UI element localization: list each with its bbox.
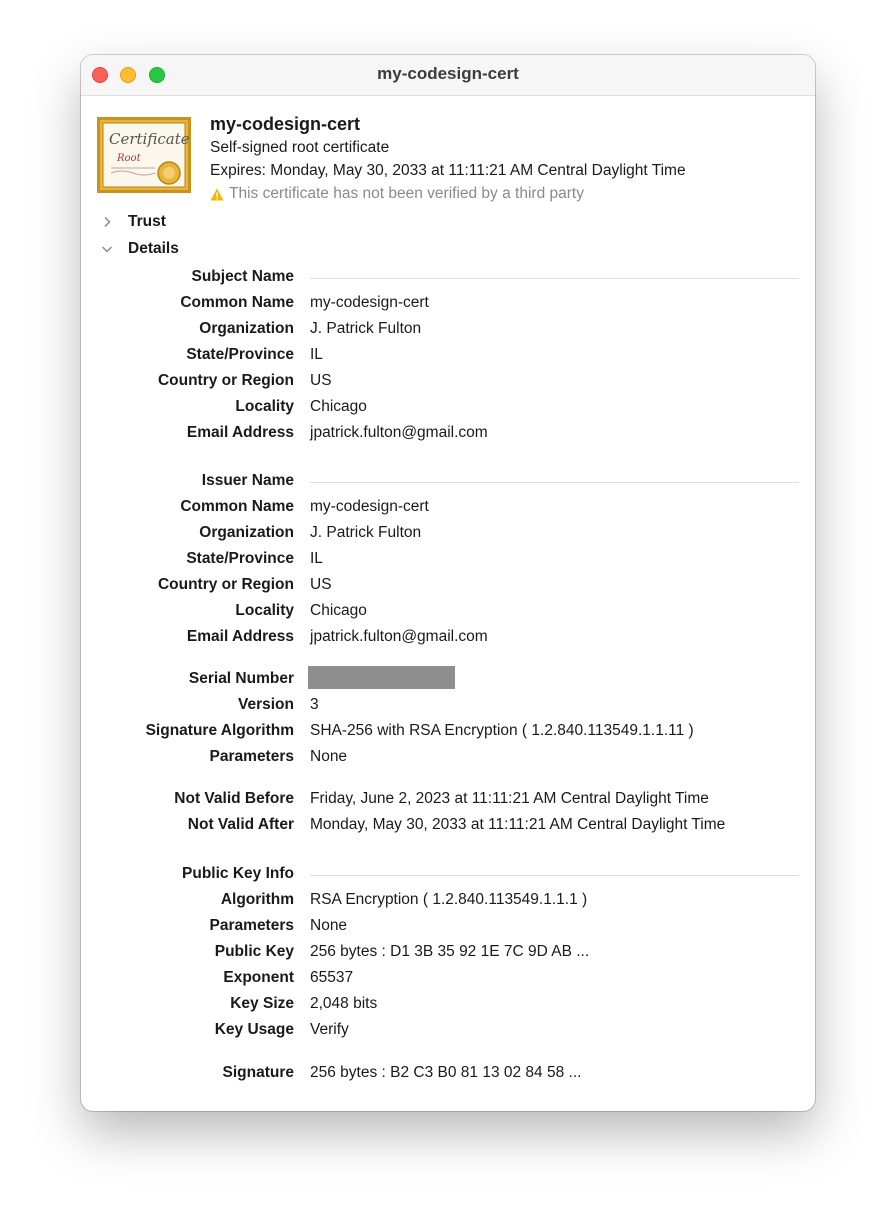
- subject-organization-row: [81, 320, 815, 342]
- field-value[interactable]: US: [310, 372, 332, 389]
- verification-warning: [210, 185, 584, 203]
- field-label: State/Province: [186, 346, 294, 363]
- field-label: Not Valid Before: [174, 790, 294, 807]
- issuer-locality-row: [81, 602, 815, 624]
- version-row: [81, 696, 815, 718]
- field-value[interactable]: Friday, June 2, 2023 at 11:11:21 AM Central Daylight Time: [310, 790, 709, 807]
- field-value[interactable]: J. Patrick Fulton: [310, 524, 422, 541]
- signature-row: [81, 1064, 815, 1086]
- field-value[interactable]: my-codesign-cert: [310, 498, 429, 515]
- field-label: Organization: [199, 524, 294, 541]
- issuer-state-row: [81, 550, 815, 572]
- field-value[interactable]: Monday, May 30, 2033 at 11:11:21 AM Central Daylight Time: [310, 816, 726, 833]
- field-value[interactable]: SHA-256 with RSA Encryption ( 1.2.840.113549.1.1.11 ): [310, 722, 694, 739]
- certificate-name: my-codesign-cert: [210, 114, 361, 134]
- field-label: Signature: [222, 1064, 294, 1081]
- key-algorithm-row: [81, 891, 815, 913]
- field-value[interactable]: 2,048 bits: [310, 995, 378, 1012]
- certificate-expiry: Expires: Monday, May 30, 2033 at 11:11:21 AM Central Daylight Time: [210, 162, 686, 179]
- signature-algorithm-row: [81, 722, 815, 744]
- field-value[interactable]: Chicago: [310, 602, 367, 619]
- cert-icon-subtext: Root: [117, 153, 141, 164]
- field-label: Email Address: [186, 628, 294, 645]
- issuer-common-name-row: [81, 498, 815, 520]
- field-value[interactable]: Chicago: [310, 398, 367, 415]
- not-valid-before-row: [81, 790, 815, 812]
- warning-icon: [210, 188, 224, 201]
- subject-common-name-row: [81, 294, 815, 316]
- subject-name-heading: [81, 268, 815, 290]
- public-key-info-heading: [81, 865, 815, 887]
- certificate-icon: [97, 117, 191, 193]
- field-value[interactable]: IL: [310, 550, 323, 567]
- field-label: Parameters: [209, 748, 294, 765]
- field-label: Not Valid After: [187, 816, 294, 833]
- field-value[interactable]: jpatrick.fulton@gmail.com: [310, 628, 488, 645]
- details-label: Details: [128, 240, 179, 257]
- key-usage-row: [81, 1021, 815, 1043]
- field-label: Common Name: [180, 498, 294, 515]
- section-heading: Public Key Info: [182, 865, 294, 882]
- issuer-organization-row: [81, 524, 815, 546]
- not-valid-after-row: [81, 816, 815, 838]
- field-label: Parameters: [209, 917, 294, 934]
- field-value[interactable]: IL: [310, 346, 323, 363]
- subject-country-row: [81, 372, 815, 394]
- field-label: Serial Number: [188, 670, 294, 687]
- field-value[interactable]: my-codesign-cert: [310, 294, 429, 311]
- field-value[interactable]: None: [310, 917, 348, 934]
- field-value[interactable]: RSA Encryption ( 1.2.840.113549.1.1.1 ): [310, 891, 588, 908]
- section-heading: Subject Name: [191, 268, 294, 285]
- field-label: State/Province: [186, 550, 294, 567]
- trust-disclosure[interactable]: [101, 213, 166, 231]
- field-label: Algorithm: [220, 891, 294, 908]
- exponent-row: [81, 969, 815, 991]
- serial-number-row: [81, 670, 815, 692]
- key-parameters-row: [81, 917, 815, 939]
- cert-icon-text: Certificate: [109, 130, 190, 148]
- field-label: Country or Region: [157, 372, 294, 389]
- field-label: Exponent: [223, 969, 294, 986]
- window-title: my-codesign-cert: [377, 64, 519, 83]
- field-label: Version: [238, 696, 294, 713]
- section-heading: Issuer Name: [201, 472, 294, 489]
- certificate-type: Self-signed root certificate: [210, 139, 390, 156]
- field-label: Key Size: [230, 995, 294, 1012]
- subject-locality-row: [81, 398, 815, 420]
- separator: [310, 482, 799, 483]
- field-label: Public Key: [214, 943, 294, 960]
- field-value[interactable]: 3: [310, 696, 319, 713]
- redacted-serial-number: [308, 666, 455, 689]
- chevron-right-icon: [101, 216, 113, 228]
- issuer-email-row: [81, 628, 815, 650]
- field-value[interactable]: 65537: [310, 969, 354, 986]
- field-label: Common Name: [180, 294, 294, 311]
- title-bar[interactable]: [81, 55, 815, 96]
- public-key-row: [81, 943, 815, 965]
- certificate-window: [81, 55, 815, 1111]
- issuer-name-heading: [81, 472, 815, 494]
- field-value[interactable]: Verify: [310, 1021, 349, 1038]
- chevron-down-icon: [101, 243, 113, 255]
- field-label: Country or Region: [157, 576, 294, 593]
- field-value[interactable]: 256 bytes : D1 3B 35 92 1E 7C 9D AB ...: [310, 943, 590, 960]
- field-label: Organization: [199, 320, 294, 337]
- field-label: Locality: [235, 398, 294, 415]
- field-value[interactable]: jpatrick.fulton@gmail.com: [310, 424, 488, 441]
- separator: [310, 875, 799, 876]
- issuer-country-row: [81, 576, 815, 598]
- trust-label: Trust: [128, 213, 166, 230]
- parameters-row: [81, 748, 815, 770]
- details-disclosure[interactable]: [101, 240, 179, 258]
- field-label: Key Usage: [214, 1021, 294, 1038]
- warning-text: This certificate has not been verified by a third party: [229, 185, 584, 202]
- subject-email-row: [81, 424, 815, 446]
- field-value[interactable]: J. Patrick Fulton: [310, 320, 422, 337]
- separator: [310, 278, 799, 279]
- subject-state-row: [81, 346, 815, 368]
- field-value[interactable]: None: [310, 748, 348, 765]
- field-value[interactable]: 256 bytes : B2 C3 B0 81 13 02 84 58 ...: [310, 1064, 582, 1081]
- field-label: Locality: [235, 602, 294, 619]
- key-size-row: [81, 995, 815, 1017]
- field-label: Email Address: [186, 424, 294, 441]
- field-value[interactable]: US: [310, 576, 332, 593]
- field-label: Signature Algorithm: [145, 722, 294, 739]
